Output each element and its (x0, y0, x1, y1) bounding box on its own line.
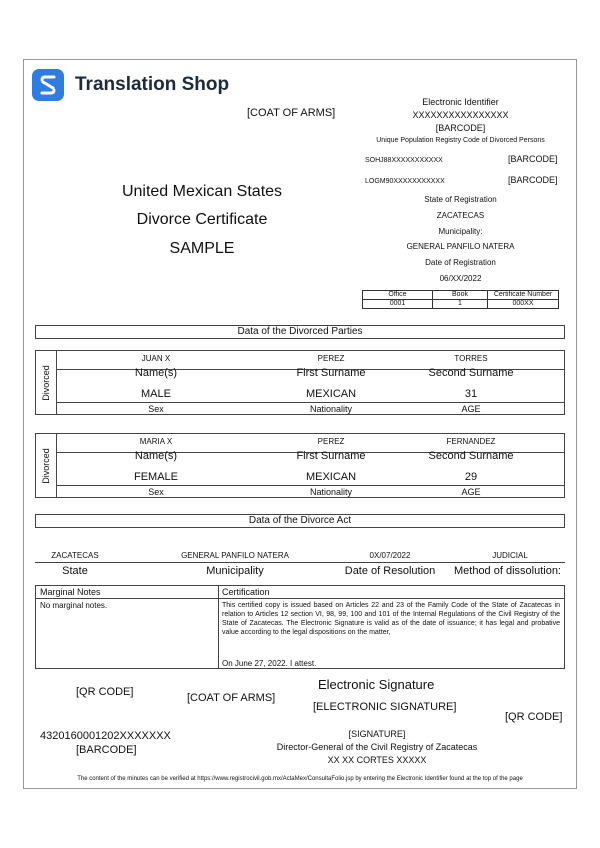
state-of-registration-value: ZACATECAS (436, 211, 485, 220)
label-second: Second Surname (428, 367, 514, 379)
act-state: ZACATECAS (51, 551, 99, 560)
party-2-sex: FEMALE (133, 471, 178, 483)
electronic-identifier-value: XXXXXXXXXXXXXXXX (412, 110, 509, 120)
municipality-label: Municipality: (438, 227, 483, 236)
label-age: AGE (461, 404, 481, 414)
label-sex-2: Sex (148, 487, 164, 497)
act-date: 0X/07/2022 (369, 551, 411, 560)
date-of-registration-label: Date of Registration (425, 258, 496, 267)
label-sex: Sex (148, 404, 164, 414)
act-method: JUDICIAL (492, 551, 528, 560)
electronic-signature-value: [ELECTRONIC SIGNATURE] (313, 701, 457, 713)
signature-placeholder: [SIGNATURE] (348, 729, 406, 739)
party-2-box (35, 433, 565, 498)
curp-2: LOGM90XXXXXXXXXXX (365, 178, 445, 185)
state-of-registration-label: State of Registration (424, 195, 497, 204)
party-2-nationality: MEXICAN (305, 471, 357, 483)
footer-coat-of-arms: [COAT OF ARMS] (187, 692, 276, 704)
curp-label: Unique Population Registry Code of Divorced Persons (376, 137, 545, 144)
footer-barcode: [BARCODE] (76, 744, 137, 756)
label-first-2: First Surname (296, 450, 366, 462)
brand-name: Translation Shop (75, 74, 230, 95)
marginal-notes-value: No marginal notes. (40, 601, 108, 610)
book-header-number: Certificate Number (488, 291, 559, 300)
party-1-sex: MALE (141, 388, 171, 400)
book-office: 0001 (363, 300, 433, 309)
party-1-box (35, 350, 565, 415)
book-header-book: Book (433, 291, 488, 300)
party-2-side-label: Divorced (41, 447, 51, 484)
notes-box (35, 585, 565, 669)
qr-code-right: [QR CODE] (505, 711, 563, 723)
label-nationality-2: Nationality (309, 487, 353, 497)
party-2-second: FERNANDEZ (446, 437, 496, 446)
book-number: 000XX (488, 300, 559, 309)
label-age-2: AGE (461, 487, 481, 497)
label-names-2: Name(s) (134, 450, 178, 462)
party-1-age: 31 (464, 388, 478, 400)
party-1-side-label: Divorced (41, 364, 51, 401)
qr-code-left: [QR CODE] (76, 686, 134, 698)
title-line2: Divorce Certificate (136, 211, 268, 228)
book-table (362, 290, 559, 309)
title-line3: SAMPLE (169, 240, 235, 257)
label-names: Name(s) (134, 367, 178, 379)
brand-logo-icon (32, 69, 64, 101)
curp-1: SOHJ88XXXXXXXXXXX (365, 157, 443, 164)
act-method-label: Method of dissolution: (453, 565, 561, 577)
party-2-first: PEREZ (317, 437, 345, 446)
act-state-label: State (62, 565, 88, 577)
party-1-names: JUAN X (141, 354, 171, 363)
curp-2-barcode: [BARCODE] (508, 175, 558, 185)
certification-date: On June 27, 2022. I attest. (222, 659, 317, 668)
act-municipality: GENERAL PANFILO NATERA (181, 551, 289, 560)
parties-section-title: Data of the Divorced Parties (35, 325, 565, 339)
certification-text: This certified copy is issued based on Articles 22 and 23 of the Family Code of the State of Zacatecas in relation to Articles 12 section VI, 98, 99, 100 and 101 of the Internal Regulations of the Civil Registry of the State of Zacatecas. The Electronic Signature is valid as of the date of issuance; it has legal and probative value according to the legal dispositions on the matter, (222, 602, 560, 636)
document-frame (23, 59, 577, 789)
book-header-office: Office (363, 291, 433, 300)
label-first: First Surname (296, 367, 366, 379)
coat-of-arms-placeholder: [COAT OF ARMS] (247, 107, 336, 119)
marginal-notes-label: Marginal Notes (40, 587, 101, 597)
party-1-first: PEREZ (317, 354, 345, 363)
municipality-value: GENERAL PANFILO NATERA (406, 242, 515, 251)
date-of-registration-value: 06/XX/2022 (439, 274, 482, 283)
certification-label: Certification (222, 587, 270, 597)
verification-note: The content of the minutes can be verified at https://www.registrocivil.gob.mx/ActaMex/ConsultaFolio.jsp by entering the Electronic Identifier found at the top of the page (77, 776, 523, 782)
identifier-barcode: [BARCODE] (435, 123, 486, 133)
director-name: XX XX CORTES XXXXX (327, 755, 427, 765)
party-1-nationality: MEXICAN (305, 388, 357, 400)
label-second-2: Second Surname (428, 450, 514, 462)
title-line1: United Mexican States (121, 183, 283, 200)
act-municipality-label: Municipality (206, 565, 264, 577)
label-nationality: Nationality (309, 404, 353, 414)
act-date-label: Date of Resolution (344, 565, 436, 577)
electronic-identifier-label: Electronic Identifier (422, 97, 499, 107)
director-title: Director-General of the Civil Registry of Zacatecas (276, 742, 478, 752)
party-2-age: 29 (464, 471, 478, 483)
party-2-names: MARIA X (139, 437, 173, 446)
act-section-title: Data of the Divorce Act (35, 514, 565, 528)
book-book: 1 (433, 300, 488, 309)
curp-1-barcode: [BARCODE] (508, 154, 558, 164)
party-1-second: TORRES (454, 354, 488, 363)
electronic-signature-title: Electronic Signature (318, 677, 435, 692)
footer-number: 4320160001202XXXXXXX (40, 730, 171, 742)
